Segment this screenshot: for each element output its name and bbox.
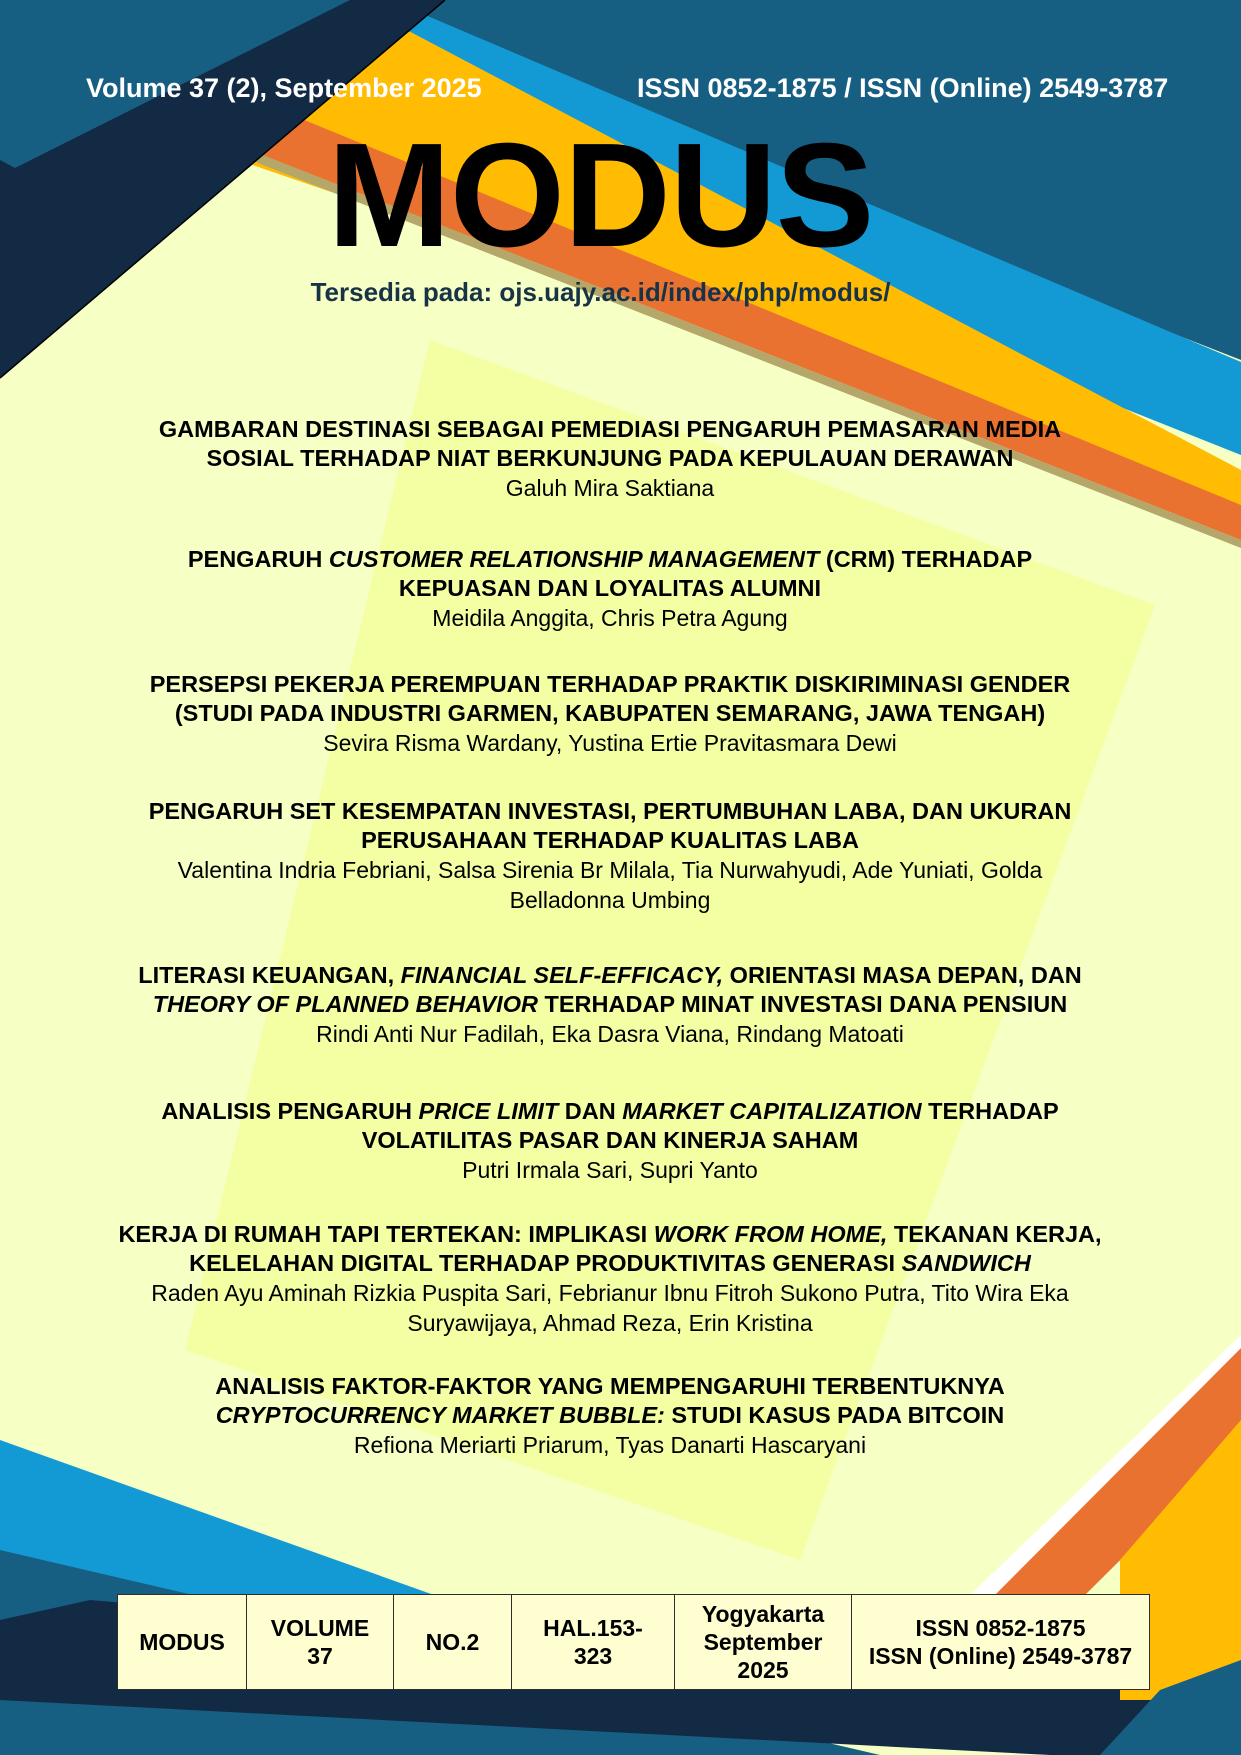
- italic-term: CRYPTOCURRENCY MARKET BUBBLE:: [215, 1402, 665, 1428]
- issue-number: NO.2: [425, 1629, 480, 1655]
- volume-cell: [247, 1595, 394, 1690]
- italic-term: SANDWICH: [901, 1250, 1031, 1276]
- issue-info-table: [117, 1594, 1150, 1690]
- title-text: KERJA DI RUMAH TAPI TERTEKAN: IMPLIKASI: [118, 1221, 654, 1247]
- title-text: TERHADAP MINAT INVESTASI DANA PENSIUN: [537, 991, 1068, 1017]
- title-text: ORIENTASI MASA DEPAN, DAN: [723, 962, 1082, 988]
- article-title-line: [60, 961, 1160, 990]
- article-title[interactable]: [60, 1097, 1160, 1155]
- title-text: TERHADAP: [921, 1098, 1059, 1124]
- italic-term: CUSTOMER RELATIONSHIP MANAGEMENT: [328, 546, 820, 572]
- author-line: Belladonna Umbing: [509, 887, 711, 913]
- author-line: Rindi Anti Nur Fadilah, Eka Dasra Viana, Rindang Matoati: [316, 1021, 904, 1047]
- issn-cell: [852, 1595, 1150, 1690]
- pages-cell: [512, 1595, 675, 1690]
- year: 2025: [737, 1657, 789, 1683]
- italic-term: PRICE LIMIT: [418, 1098, 559, 1124]
- title-text: STUDI KASUS PADA BITCOIN: [664, 1402, 1005, 1428]
- article-title-line: [60, 670, 1160, 699]
- article-entry[interactable]: [60, 961, 1160, 1049]
- pages-label: HAL.153-: [543, 1615, 643, 1641]
- title-text: DAN: [558, 1098, 623, 1124]
- title-text: PENGARUH SET KESEMPATAN INVESTASI, PERTUMBUHAN LABA, DAN UKURAN: [148, 798, 1072, 824]
- article-title-line: [60, 545, 1160, 574]
- article-authors: [60, 603, 1160, 633]
- article-title-line: [60, 1097, 1160, 1126]
- title-text: (CRM) TERHADAP: [819, 546, 1033, 572]
- article-title-line: [60, 1126, 1160, 1155]
- article-title-line: [60, 1372, 1160, 1401]
- title-text: PERUSAHAAN TERHADAP KUALITAS LABA: [361, 827, 859, 853]
- availability-url-text[interactable]: Tersedia pada: ojs.uajy.ac.id/index/php/modus/: [310, 277, 891, 307]
- volume-number: 37: [307, 1643, 333, 1669]
- article-title-line: [60, 1249, 1160, 1278]
- author-line: Meidila Anggita, Chris Petra Agung: [432, 605, 788, 631]
- article-title[interactable]: [60, 1220, 1160, 1278]
- month: September: [703, 1629, 823, 1655]
- article-authors: [60, 473, 1160, 503]
- article-entry[interactable]: [60, 797, 1160, 915]
- italic-term: THEORY OF PLANNED BEHAVIOR: [152, 991, 538, 1017]
- article-title[interactable]: [60, 415, 1160, 473]
- title-text: GAMBARAN DESTINASI SEBAGAI PEMEDIASI PENGARUH PEMASARAN MEDIA: [158, 416, 1062, 442]
- title-text: TEKANAN KERJA,: [887, 1221, 1102, 1247]
- journal-title: [0, 113, 1241, 278]
- place-date-cell: [675, 1595, 852, 1690]
- journal-cell: [118, 1595, 247, 1690]
- article-authors: [60, 1019, 1160, 1049]
- italic-term: WORK FROM HOME,: [653, 1221, 888, 1247]
- journal-title-text: MODUS: [327, 113, 874, 278]
- article-authors: [60, 855, 1160, 915]
- article-entry[interactable]: [60, 1372, 1160, 1460]
- author-line: Galuh Mira Saktiana: [505, 475, 715, 501]
- article-authors: [60, 1430, 1160, 1460]
- article-title-line: [60, 797, 1160, 826]
- author-line: Refiona Meriarti Priarum, Tyas Danarti Hascaryani: [353, 1432, 867, 1458]
- availability-url[interactable]: [0, 277, 1241, 308]
- article-entry[interactable]: [60, 1097, 1160, 1185]
- article-title-line: [60, 415, 1160, 444]
- title-text: KELELAHAN DIGITAL TERHADAP PRODUKTIVITAS GENERASI: [189, 1250, 902, 1276]
- title-text: (STUDI PADA INDUSTRI GARMEN, KABUPATEN SEMARANG, JAWA TENGAH): [174, 700, 1046, 726]
- article-title[interactable]: [60, 545, 1160, 603]
- title-text: VOLATILITAS PASAR DAN KINERJA SAHAM: [361, 1127, 859, 1153]
- article-title-line: [60, 826, 1160, 855]
- article-title-line: [60, 444, 1160, 473]
- title-text: PENGARUH: [187, 546, 329, 572]
- title-text: ANALISIS PENGARUH: [161, 1098, 419, 1124]
- number-cell: [394, 1595, 512, 1690]
- article-title-line: [60, 990, 1160, 1019]
- author-line: Valentina Indria Febriani, Salsa Sirenia Br Milala, Tia Nurwahyudi, Ade Yuniati, Golda: [177, 857, 1043, 883]
- article-title[interactable]: [60, 797, 1160, 855]
- city: Yogyakarta: [701, 1601, 825, 1627]
- article-authors: [60, 1155, 1160, 1185]
- article-entry[interactable]: [60, 1220, 1160, 1338]
- volume-label: Volume 37 (2), September 2025: [86, 73, 482, 103]
- issn-label: ISSN 0852-1875 / ISSN (Online) 2549-3787: [637, 73, 1169, 103]
- article-title-line: [60, 699, 1160, 728]
- article-title[interactable]: [60, 670, 1160, 728]
- issn-online: ISSN (Online) 2549-3787: [868, 1643, 1133, 1669]
- italic-term: MARKET CAPITALIZATION: [622, 1098, 922, 1124]
- article-title-line: [60, 1220, 1160, 1249]
- title-text: LITERASI KEUANGAN,: [138, 962, 401, 988]
- italic-term: FINANCIAL SELF-EFFICACY,: [400, 962, 724, 988]
- issn-print: ISSN 0852-1875: [915, 1615, 1086, 1641]
- article-authors: [60, 1278, 1160, 1338]
- article-entry[interactable]: [60, 415, 1160, 503]
- author-line: Sevira Risma Wardany, Yustina Ertie Pravitasmara Dewi: [323, 730, 897, 756]
- article-entry[interactable]: [60, 545, 1160, 633]
- title-text: KEPUASAN DAN LOYALITAS ALUMNI: [398, 575, 822, 601]
- title-text: ANALISIS FAKTOR-FAKTOR YANG MEMPENGARUHI TERBENTUKNYA: [215, 1373, 1005, 1399]
- article-entry[interactable]: [60, 670, 1160, 758]
- article-title[interactable]: [60, 961, 1160, 1019]
- author-line: Putri Irmala Sari, Supri Yanto: [462, 1157, 758, 1183]
- article-authors: [60, 728, 1160, 758]
- pages-range: 323: [573, 1643, 613, 1669]
- title-text: PERSEPSI PEKERJA PEREMPUAN TERHADAP PRAKTIK DISKIRIMINASI GENDER: [149, 671, 1071, 697]
- author-line: Suryawijaya, Ahmad Reza, Erin Kristina: [407, 1310, 813, 1336]
- issue-info-row: [118, 1595, 1150, 1690]
- title-text: SOSIAL TERHADAP NIAT BERKUNJUNG PADA KEPULAUAN DERAWAN: [206, 445, 1014, 471]
- article-title-line: [60, 1401, 1160, 1430]
- author-line: Raden Ayu Aminah Rizkia Puspita Sari, Febrianur Ibnu Fitroh Sukono Putra, Tito Wira Eka: [151, 1280, 1069, 1306]
- article-title[interactable]: [60, 1372, 1160, 1430]
- volume-label-text: VOLUME: [270, 1615, 370, 1641]
- journal-name: MODUS: [139, 1629, 225, 1655]
- article-title-line: [60, 574, 1160, 603]
